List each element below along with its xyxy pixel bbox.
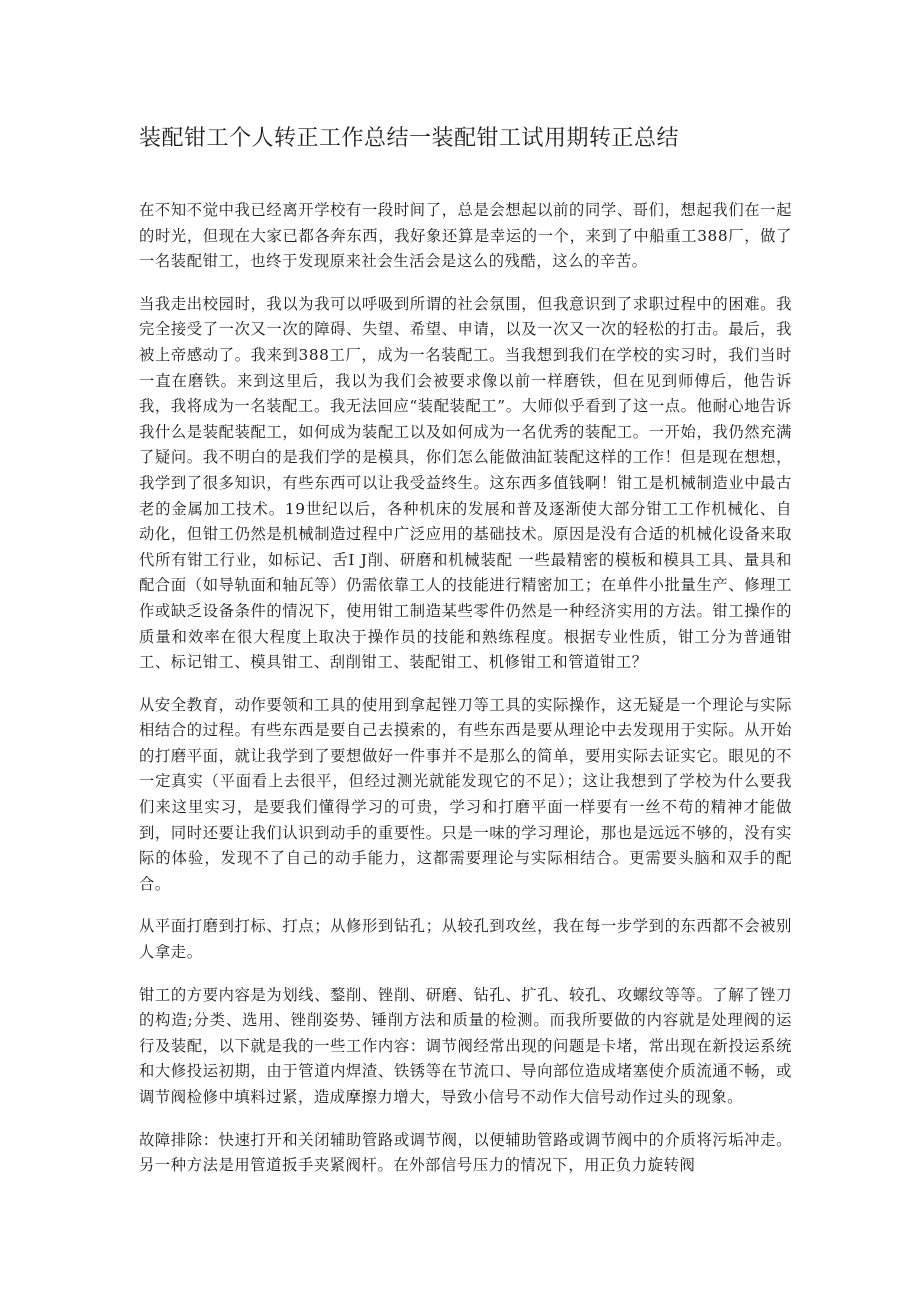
paragraph-intro: 在不知不觉中我已经离开学校有一段时间了，总是会想起以前的同学、哥们，想起我们在一起的时光，但现在大家已都各奔东西，我好象还算是幸运的一个，来到了中船重工388厂，做了一名装配钳工，也终于发现原来社会生活会是这么的残酷，这么的辛苦。 xyxy=(139,201,792,271)
paragraph-job-search: 当我走出校园时，我以为我可以呼吸到所谓的社会氛围，但我意识到了求职过程中的困难。我完全接受了一次又一次的障碍、失望、希望、申请，以及一次又一次的轻松的打击。最后，我被上帝感动了。我来到388工厂，成为一名装配工。当我想到我们在学校的实习时，我们当时一直在磨铁。来到这里后，我以为我们会被要求像以前一样磨铁，但在见到师傅后，他告诉我，我将成为一名装配工。我无法回应“装配装配工”。大师似乎看到了这一点。他耐心地告诉我什么是装配装配工，如何成为装配工以及如何成为一名优秀的装配工。一开始，我仍然充满了疑问。我不明白的是我们学的是模具，你们怎么能做油缸装配这样的工作！但是现在想想，我学到了很多知识，有些东西可以让我受益终生。这东西多值钱啊！钳工是机械制造业中最古老的金属加工技术。19世纪以后，各种机床的发展和普及逐渐使大部分钳工工作机械化、自动化，但钳工仍然是机械制造过程中广泛应用的基础技术。原因是没有合适的机械化设备来取代所有钳工行业，如标记、舌I J削、研磨和机械装配 一些最精密的模板和模具工具、量具和配合面（如导轨面和轴瓦等）仍需依靠工人的技能进行精密加工；在单件小批量生产、修理工作或缺乏设备条件的情况下，使用钳工制造某些零件仍然是一种经济实用的方法。钳工操作的质量和效率在很大程度上取决于操作员的技能和熟练程度。根据专业性质，钳工分为普通钳工、标记钳工、模具钳工、刮削钳工、装配钳工、机修钳工和管道钳工？ xyxy=(139,294,792,672)
document-title: 装配钳工个人转正工作总结一装配钳工试用期转正总结 xyxy=(139,126,680,151)
paragraph-grinding-steps: 从平面打磨到打标、打点；从修形到钻孔；从较孔到攻丝，我在每一步学到的东西都不会被别人拿走。 xyxy=(139,917,792,962)
paragraph-troubleshooting: 故障排除：快速打开和关闭辅助管路或调节阀，以便辅助管路或调节阀中的介质将污垢冲走。另一种方法是用管道扳手夹紧阀杆。在外部信号压力的情况下，用正负力旋转阀 xyxy=(139,1130,792,1175)
paragraph-fitter-tasks: 钳工的方要内容是为划线、鍪削、锉削、研磨、钻孔、扩孔、较孔、攻螺纹等等。了解了锉刀的构造;分类、选用、锉削姿势、锤削方法和质量的检测。而我所要做的内容就是处理阀的运行及装配，以下就是我的一些工作内容：调节阀经常出现的问题是卡堵，常出现在新投运系统和大修投运初期，由于管道内焊渣、铁锈等在节流口、导向部位造成堵塞使介质流通不畅，或调节阀检修中填料过紧，造成摩擦力增大，导致小信号不动作大信号动作过头的现象。 xyxy=(139,985,792,1106)
paragraph-safety-education: 从安全教育，动作要领和工具的使用到拿起锉刀等工具的实际操作，这无疑是一个理论与实际相结合的过程。有些东西是要自己去摸索的，有些东西是要从理论中去发现用于实际。从开始的打磨平面，就让我学到了要想做好一件事并不是那么的简单，要用实际去证实它。眼见的不一定真实（平面看上去很平，但经过测光就能发现它的不足）；这让我想到了学校为什么要我们来这里实习，是要我们懂得学习的可贵，学习和打磨平面一样要有一丝不苟的精神才能做到，同时还要让我们认识到动手的重要性。只是一味的学习理论，那也是远远不够的，没有实际的体验，发现不了自己的动手能力，这都需要理论与实际相结合。更需要头脑和双手的配合。 xyxy=(139,695,792,893)
